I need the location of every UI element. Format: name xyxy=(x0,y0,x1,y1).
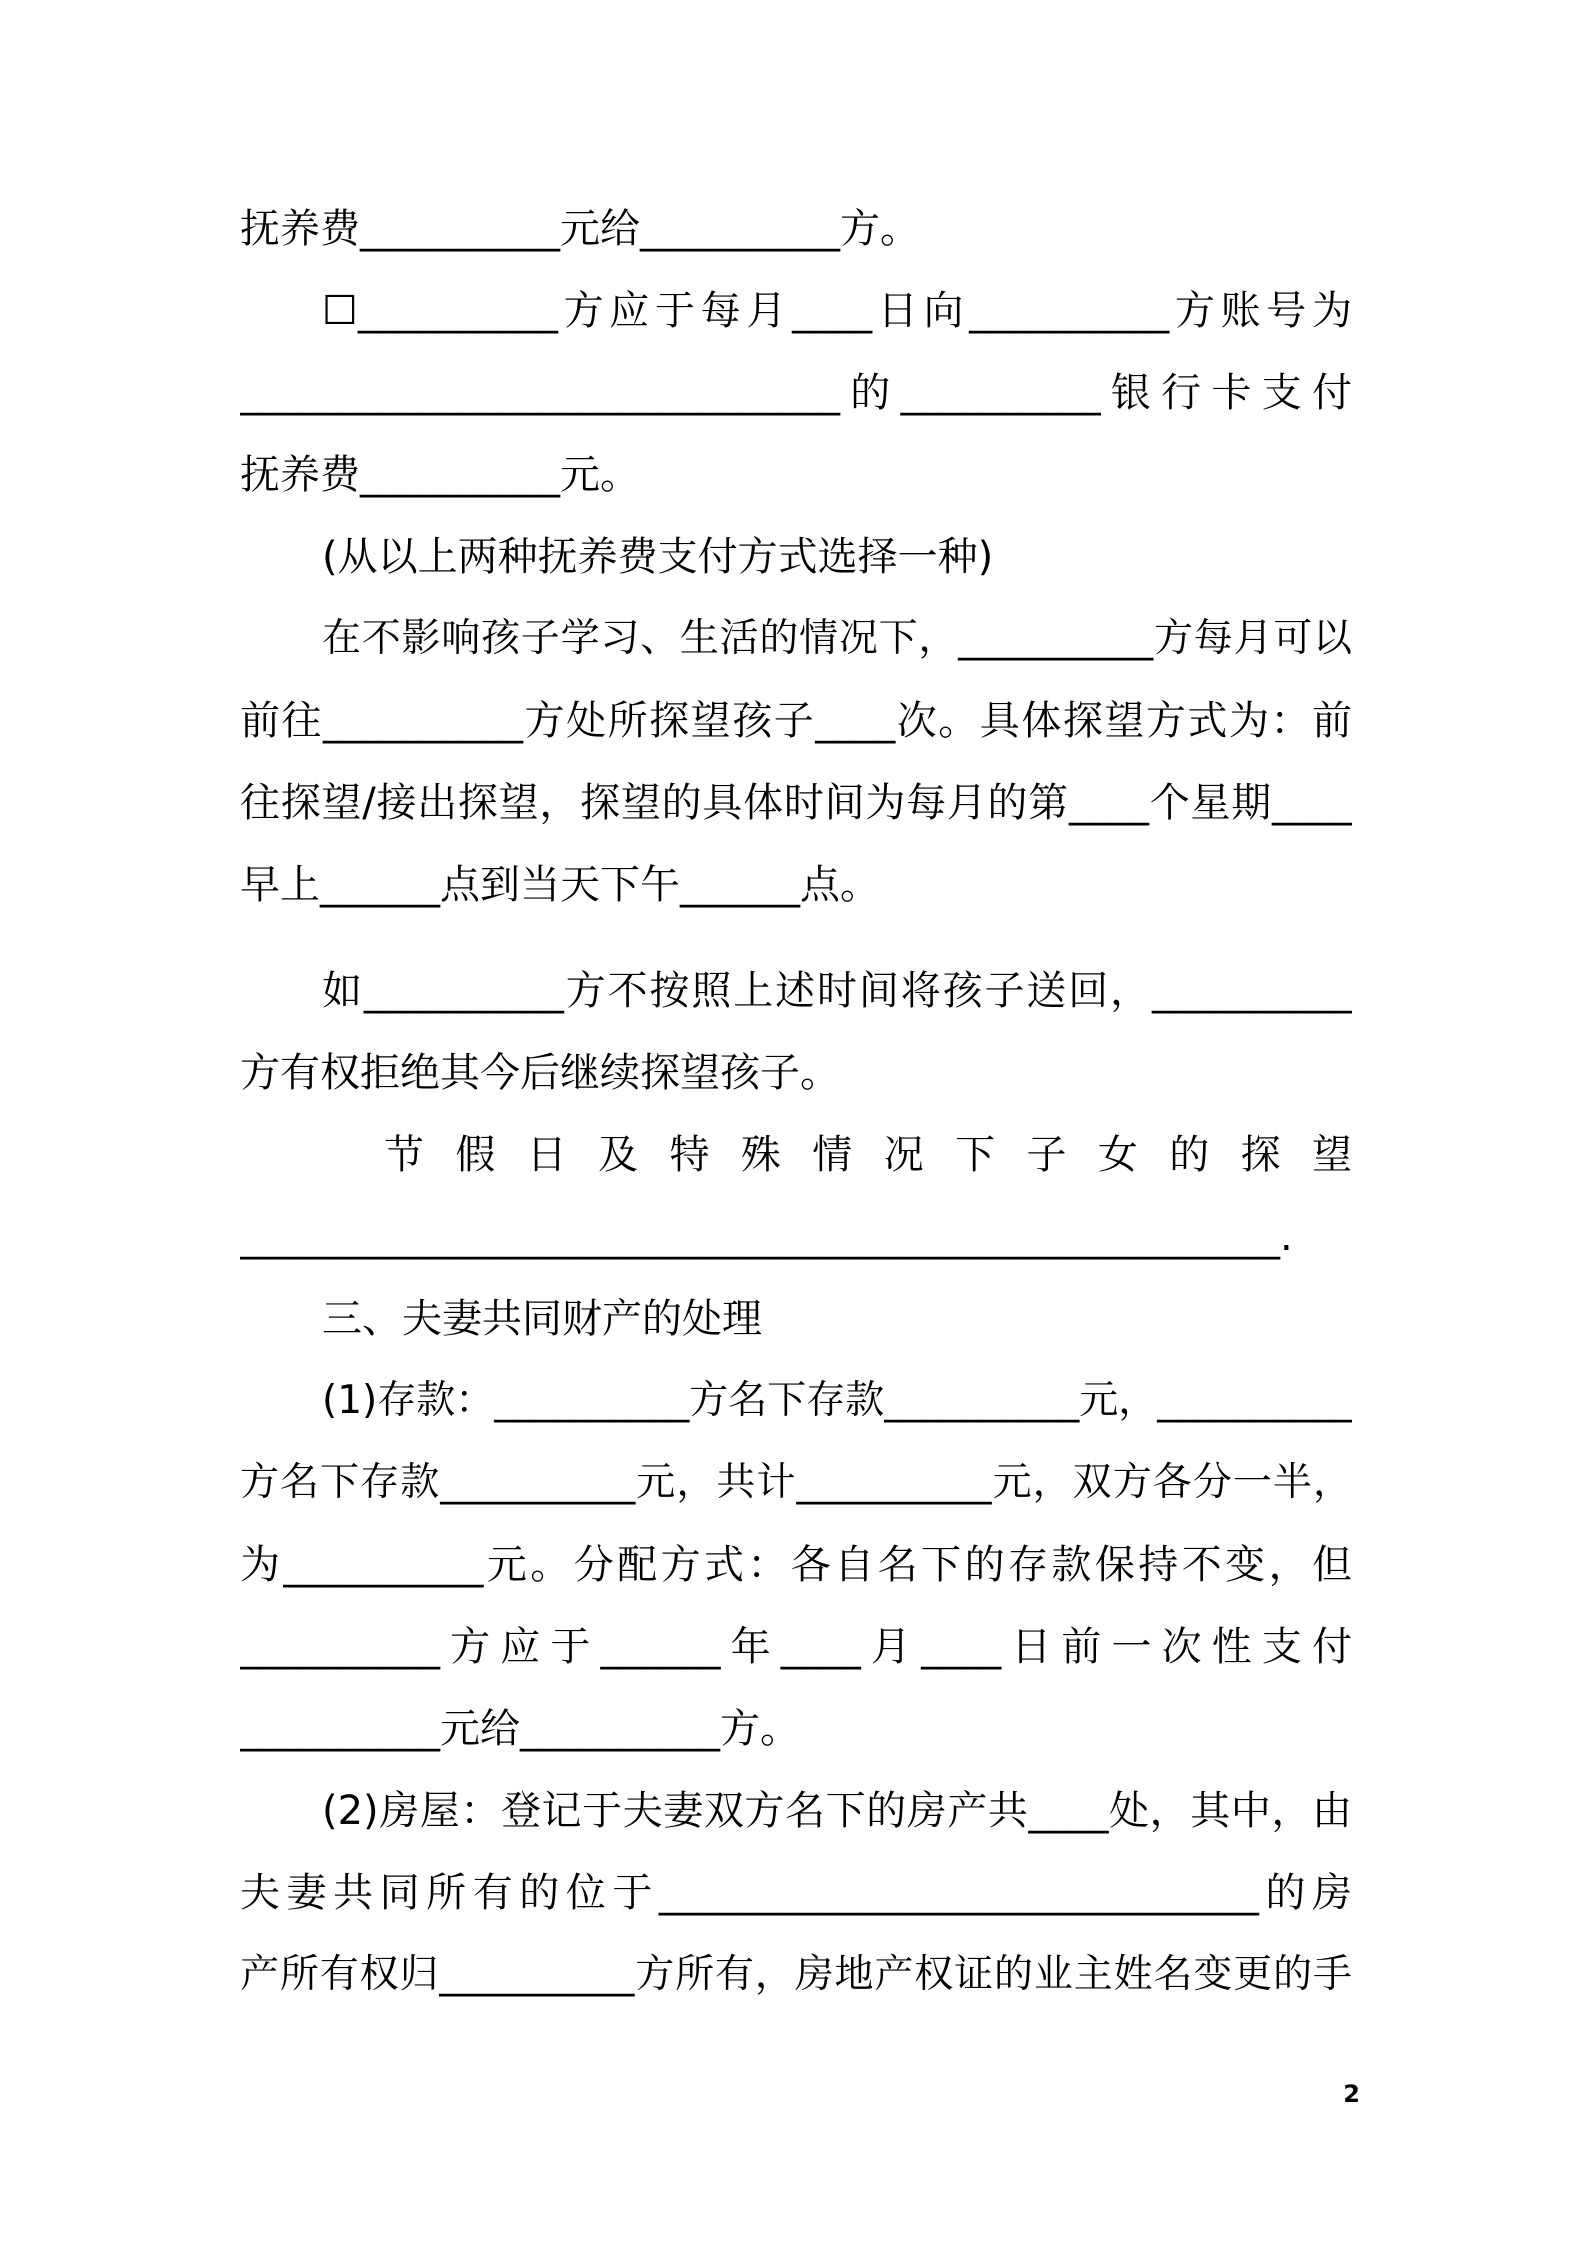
text-line: (1)存款：__________方名下存款__________元，__________ xyxy=(322,1378,1352,1423)
text-line: 节假日及特殊情况下子女的探望 xyxy=(384,1132,1352,1178)
text-line: 往探望/接出探望，探望的具体时间为每月的第____个星期____ xyxy=(240,780,1352,826)
text-line: 为__________元。分配方式：各自名下的存款保持不变，但 xyxy=(240,1542,1352,1588)
text-line: ______________________________的__________银行卡支付 xyxy=(240,370,1352,416)
text-line: (2)房屋：登记于夫妻双方名下的房产共____处，其中，由 xyxy=(322,1788,1352,1834)
text-line: 前往__________方处所探望孩子____次。具体探望方式为：前 xyxy=(240,698,1352,744)
text-line: ☐__________方应于每月____日向__________方账号为 xyxy=(322,288,1352,334)
text-line: __________方应于______年____月____日前一次性支付 xyxy=(240,1624,1352,1670)
text-line: 方有权拒绝其今后继续探望孩子。 xyxy=(240,1050,840,1096)
text-line: ____________________________________________________. xyxy=(240,1214,1293,1260)
text-line: 方名下存款__________元，共计__________元，双方各分一半， xyxy=(240,1460,1352,1505)
page-number: 2 xyxy=(1343,2080,1360,2108)
text-line: 如__________方不按照上述时间将孩子送回，__________ xyxy=(322,968,1352,1014)
text-line: 三、夫妻共同财产的处理 xyxy=(322,1296,762,1342)
text-line: __________元给__________方。 xyxy=(240,1706,800,1752)
text-line: 抚养费__________元。 xyxy=(240,452,640,498)
text-line: 夫妻共同所有的位于______________________________的房 xyxy=(240,1870,1352,1916)
text-line: 在不影响孩子学习、生活的情况下，__________方每月可以 xyxy=(322,616,1352,661)
text-line: 早上______点到当天下午______点。 xyxy=(240,862,880,908)
text-line: 抚养费__________元给__________方。 xyxy=(240,206,920,252)
text-line: 产所有权归__________方所有，房地产权证的业主姓名变更的手 xyxy=(240,1952,1352,1997)
text-line: (从以上两种抚养费支付方式选择一种) xyxy=(322,534,994,580)
